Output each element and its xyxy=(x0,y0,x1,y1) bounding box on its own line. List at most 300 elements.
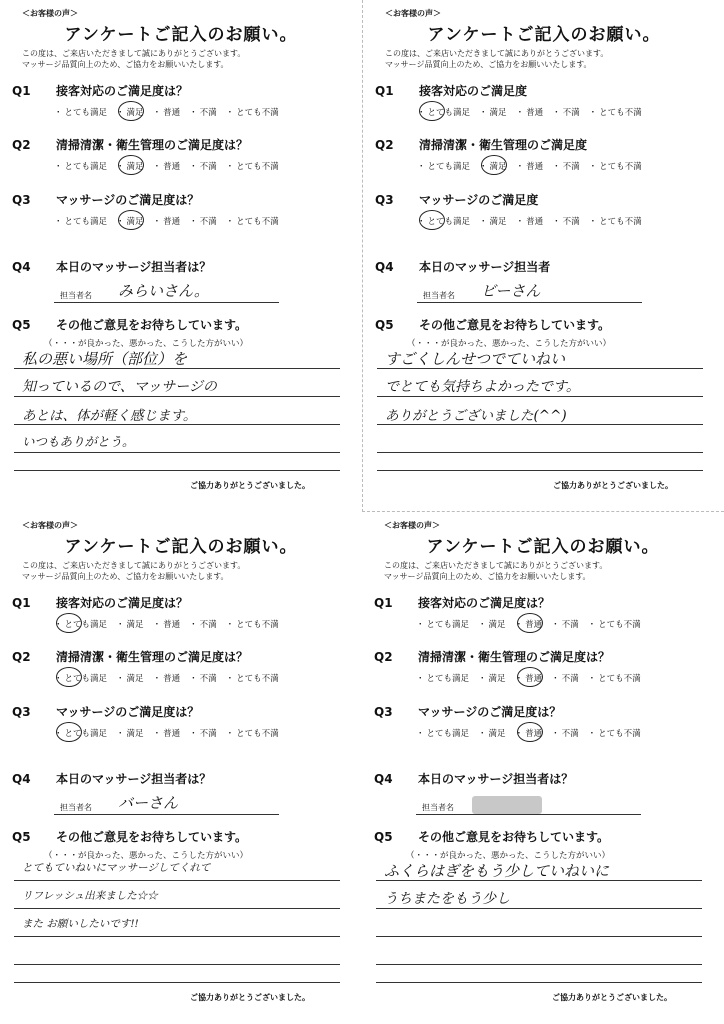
rating-option[interactable] xyxy=(416,727,469,739)
rating-option[interactable] xyxy=(54,618,107,630)
question-number: Q5 xyxy=(375,318,394,332)
rating-option[interactable] xyxy=(189,727,217,739)
comment-line xyxy=(376,908,702,909)
bullet-icon: ・ xyxy=(152,674,162,684)
rating-option-label: 不満 xyxy=(199,162,217,172)
bullet-icon: ・ xyxy=(417,162,426,172)
bullet-icon: ・ xyxy=(189,217,198,227)
rating-option-label: 満足 xyxy=(126,674,144,684)
rating-option[interactable] xyxy=(588,672,641,684)
rating-option[interactable] xyxy=(153,727,181,739)
rating-option[interactable] xyxy=(516,106,544,118)
rating-option[interactable] xyxy=(417,106,470,118)
rating-option[interactable] xyxy=(226,215,279,227)
rating-option-label: 不満 xyxy=(199,729,217,739)
bullet-icon: ・ xyxy=(225,729,235,739)
rating-option-label: 普通 xyxy=(525,674,543,684)
rating-option-label: とても不満 xyxy=(236,108,279,118)
question-number: Q4 xyxy=(12,260,31,274)
survey-title: アンケートご記入のお願い。 xyxy=(426,537,660,557)
rating-option[interactable] xyxy=(153,160,181,172)
rating-option[interactable] xyxy=(478,672,506,684)
rating-option[interactable] xyxy=(116,672,144,684)
rating-option-label: とても満足 xyxy=(64,162,108,172)
question-3 xyxy=(375,191,538,208)
question-number: Q3 xyxy=(12,193,31,207)
customer-voice-label: ＜お客様の声＞ xyxy=(22,521,78,530)
bullet-icon: ・ xyxy=(417,217,426,227)
bullet-icon: ・ xyxy=(189,729,198,739)
rating-option[interactable] xyxy=(588,727,641,739)
question-number: Q2 xyxy=(374,650,393,664)
rating-option[interactable] xyxy=(116,618,144,630)
handwritten-comment: ありがとうございました(^^) xyxy=(385,408,567,424)
bullet-icon: ・ xyxy=(479,108,488,118)
bullet-icon: ・ xyxy=(116,729,125,739)
rating-option[interactable] xyxy=(116,727,144,739)
question-number: Q5 xyxy=(374,830,393,844)
rating-option[interactable] xyxy=(479,160,507,172)
bullet-icon: ・ xyxy=(225,674,235,684)
question-number: Q5 xyxy=(12,318,31,332)
rating-option-label: 普通 xyxy=(163,729,181,739)
question-number: Q2 xyxy=(12,138,31,152)
staff-name-label: 担当者名 xyxy=(60,803,92,812)
rating-option[interactable] xyxy=(153,618,181,630)
bullet-icon: ・ xyxy=(478,674,487,684)
bullet-icon: ・ xyxy=(189,162,198,172)
question-2 xyxy=(374,648,610,665)
thanks-message: ご協力ありがとうございました。 xyxy=(190,993,310,1002)
customer-voice-label: ＜お客様の声＞ xyxy=(22,9,78,18)
staff-name-field[interactable] xyxy=(54,282,279,303)
survey-title: アンケートご記入のお願い。 xyxy=(427,25,661,45)
rating-option[interactable] xyxy=(551,618,579,630)
question-2 xyxy=(12,136,248,153)
question-text: 本日のマッサージ担当者 xyxy=(419,260,551,274)
question-3 xyxy=(374,703,561,720)
rating-options-q3 xyxy=(54,727,288,739)
rating-option-label: 普通 xyxy=(163,162,181,172)
rating-option-label: とても不満 xyxy=(599,108,642,118)
question-text: 接客対応のご満足度は？ xyxy=(56,596,189,610)
bullet-icon: ・ xyxy=(189,674,198,684)
rating-option[interactable] xyxy=(516,160,544,172)
rating-option[interactable] xyxy=(416,672,469,684)
bullet-icon: ・ xyxy=(515,217,525,227)
rating-options-q3 xyxy=(54,215,288,227)
question-5 xyxy=(12,316,247,333)
handwritten-comment: とてもていねいにマッサージしてくれて xyxy=(22,862,211,874)
rating-option-label: とても満足 xyxy=(64,674,108,684)
question-text: 清掃清潔・衛生管理のご満足度 xyxy=(419,138,588,152)
handwritten-comment: でとても気持ちよかったです。 xyxy=(385,379,580,395)
rating-option-label: とても不満 xyxy=(236,620,279,630)
rating-option-label: とても不満 xyxy=(236,729,279,739)
survey-intro xyxy=(385,48,608,70)
intro-line-2: マッサージ品質向上のため、ご協力をお願いいたします。 xyxy=(385,60,592,69)
comment-line xyxy=(14,936,340,937)
staff-name-handwritten: ビーさん xyxy=(481,282,541,300)
survey-intro xyxy=(22,48,245,70)
question-text: マッサージのご満足度は？ xyxy=(56,705,200,719)
question-4 xyxy=(374,770,573,787)
rating-option-label: 満足 xyxy=(126,217,144,227)
bullet-icon: ・ xyxy=(588,217,598,227)
question-number: Q5 xyxy=(12,830,31,844)
rating-option-label: 満足 xyxy=(126,729,144,739)
rating-option[interactable] xyxy=(589,160,642,172)
thanks-message: ご協力ありがとうございました。 xyxy=(552,993,672,1002)
question-number: Q3 xyxy=(375,193,394,207)
bullet-icon: ・ xyxy=(416,674,425,684)
bullet-icon: ・ xyxy=(116,620,125,630)
rating-option-label: 不満 xyxy=(561,729,579,739)
survey-intro xyxy=(22,560,245,582)
rating-option-label: 満足 xyxy=(126,162,144,172)
question-5-hint: （・・・が良かった、悪かった、こうした方がいい） xyxy=(44,339,249,349)
question-number: Q1 xyxy=(374,596,393,610)
rating-option[interactable] xyxy=(516,215,544,227)
bullet-icon: ・ xyxy=(478,620,487,630)
question-number: Q2 xyxy=(375,138,394,152)
rating-options-q2 xyxy=(417,160,651,172)
question-number: Q1 xyxy=(375,84,394,98)
bullet-icon: ・ xyxy=(551,674,560,684)
bullet-icon: ・ xyxy=(54,620,63,630)
rating-option-label: 満足 xyxy=(488,620,506,630)
survey-title: アンケートご記入のお願い。 xyxy=(64,25,298,45)
survey-sheet-bottom-right xyxy=(362,512,724,1024)
rating-option-label: 満足 xyxy=(488,674,506,684)
question-4 xyxy=(375,258,550,275)
comment-line xyxy=(14,470,340,471)
rating-option[interactable] xyxy=(116,160,144,172)
comment-line xyxy=(14,424,340,425)
rating-option[interactable] xyxy=(189,106,217,118)
bullet-icon: ・ xyxy=(152,162,162,172)
bullet-icon: ・ xyxy=(416,620,425,630)
survey-sheet-bottom-left xyxy=(0,512,362,1024)
rating-option-label: とても不満 xyxy=(599,217,642,227)
rating-option[interactable] xyxy=(153,672,181,684)
rating-option[interactable] xyxy=(226,618,279,630)
handwritten-comment: いつもありがとう。 xyxy=(22,434,135,449)
bullet-icon: ・ xyxy=(225,620,235,630)
bullet-icon: ・ xyxy=(588,108,598,118)
bullet-icon: ・ xyxy=(116,108,125,118)
rating-option-label: とても不満 xyxy=(599,162,642,172)
question-5 xyxy=(374,828,609,845)
rating-option-label: 不満 xyxy=(199,108,217,118)
rating-option-label: とても満足 xyxy=(426,620,470,630)
rating-option-label: 普通 xyxy=(526,108,544,118)
rating-option-label: 不満 xyxy=(199,217,217,227)
rating-options-q2 xyxy=(54,672,288,684)
bullet-icon: ・ xyxy=(479,162,488,172)
rating-option[interactable] xyxy=(226,160,279,172)
rating-option-label: 満足 xyxy=(488,729,506,739)
comment-line xyxy=(377,452,703,453)
rating-option[interactable] xyxy=(552,215,580,227)
question-text: その他ご意見をお待ちしています。 xyxy=(56,830,248,844)
rating-option-label: とても満足 xyxy=(64,217,108,227)
rating-option-label: 普通 xyxy=(163,217,181,227)
rating-option[interactable] xyxy=(189,618,217,630)
bullet-icon: ・ xyxy=(515,162,525,172)
rating-options-q2 xyxy=(416,672,650,684)
rating-option[interactable] xyxy=(226,672,279,684)
question-number: Q2 xyxy=(12,650,31,664)
question-text: マッサージのご満足度は？ xyxy=(418,705,562,719)
rating-option[interactable] xyxy=(189,160,217,172)
question-text: 清掃清潔・衛生管理のご満足度は？ xyxy=(56,650,249,664)
bullet-icon: ・ xyxy=(551,620,560,630)
bullet-icon: ・ xyxy=(152,108,162,118)
handwritten-comment: あとは、体が軽く感じます。 xyxy=(22,408,197,424)
question-text: マッサージのご満足度は？ xyxy=(56,193,200,207)
customer-voice-label: ＜お客様の声＞ xyxy=(385,9,441,18)
rating-option[interactable] xyxy=(589,215,642,227)
question-number: Q4 xyxy=(374,772,393,786)
rating-option-label: 不満 xyxy=(199,620,217,630)
bullet-icon: ・ xyxy=(588,162,598,172)
bullet-icon: ・ xyxy=(225,108,235,118)
rating-option-label: 満足 xyxy=(489,162,507,172)
bullet-icon: ・ xyxy=(225,217,235,227)
bullet-icon: ・ xyxy=(551,729,560,739)
staff-name-label: 担当者名 xyxy=(423,291,455,300)
rating-options-q1 xyxy=(417,106,651,118)
intro-line-2: マッサージ品質向上のため、ご協力をお願いいたします。 xyxy=(22,572,229,581)
rating-option-label: とても満足 xyxy=(427,162,471,172)
question-3 xyxy=(12,703,199,720)
rating-option-label: 不満 xyxy=(562,108,580,118)
question-4 xyxy=(12,258,211,275)
rating-option[interactable] xyxy=(515,672,543,684)
question-text: 本日のマッサージ担当者は？ xyxy=(56,260,212,274)
intro-line-1: この度は、ご来店いただきまして誠にありがとうございます。 xyxy=(22,561,246,570)
question-text: その他ご意見をお待ちしています。 xyxy=(418,830,610,844)
question-4 xyxy=(12,770,211,787)
question-text: 接客対応のご満足度 xyxy=(419,84,528,98)
question-text: 本日のマッサージ担当者は？ xyxy=(56,772,212,786)
bullet-icon: ・ xyxy=(54,162,63,172)
intro-line-1: この度は、ご来店いただきまして誠にありがとうございます。 xyxy=(22,49,246,58)
rating-option-label: とても満足 xyxy=(426,674,470,684)
rating-option-label: とても満足 xyxy=(427,108,471,118)
handwritten-comment: ふくらはぎをもう少していねいに xyxy=(384,862,610,880)
rating-option[interactable] xyxy=(478,618,506,630)
bullet-icon: ・ xyxy=(152,729,162,739)
intro-line-2: マッサージ品質向上のため、ご協力をお願いいたします。 xyxy=(384,572,591,581)
rating-option-label: 満足 xyxy=(126,620,144,630)
bullet-icon: ・ xyxy=(54,729,63,739)
rating-option-label: 普通 xyxy=(526,217,544,227)
rating-option-label: とても不満 xyxy=(598,674,641,684)
bullet-icon: ・ xyxy=(515,108,525,118)
question-1 xyxy=(12,594,188,611)
rating-option[interactable] xyxy=(226,106,279,118)
bullet-icon: ・ xyxy=(54,108,63,118)
comment-line xyxy=(14,396,340,397)
staff-name-redaction xyxy=(472,796,542,814)
handwritten-comment: 私の悪い場所（部位）を xyxy=(22,350,188,368)
staff-name-label: 担当者名 xyxy=(422,803,454,812)
rating-options-q1 xyxy=(416,618,650,630)
staff-name-field[interactable] xyxy=(417,282,642,303)
question-1 xyxy=(12,82,188,99)
question-text: 本日のマッサージ担当者は？ xyxy=(418,772,574,786)
rating-option-label: 不満 xyxy=(562,162,580,172)
question-text: マッサージのご満足度 xyxy=(419,193,539,207)
staff-name-handwritten: バーさん xyxy=(118,794,179,812)
rating-option-label: 満足 xyxy=(489,217,507,227)
survey-sheet-top-left xyxy=(0,0,362,512)
rating-options-q2 xyxy=(54,160,288,172)
handwritten-comment: また お願いしたいです!! xyxy=(22,918,139,930)
question-5 xyxy=(12,828,247,845)
bullet-icon: ・ xyxy=(416,729,425,739)
rating-option[interactable] xyxy=(515,618,543,630)
rating-option[interactable] xyxy=(54,160,107,172)
intro-line-1: この度は、ご来店いただきまして誠にありがとうございます。 xyxy=(384,561,608,570)
staff-name-field[interactable] xyxy=(416,794,641,815)
question-number: Q3 xyxy=(12,705,31,719)
rating-option[interactable] xyxy=(478,727,506,739)
rating-options-q3 xyxy=(417,215,651,227)
bullet-icon: ・ xyxy=(587,729,597,739)
rating-option-label: 満足 xyxy=(126,108,144,118)
question-text: その他ご意見をお待ちしています。 xyxy=(56,318,248,332)
question-1 xyxy=(375,82,527,99)
rating-option-label: とても不満 xyxy=(598,620,641,630)
bullet-icon: ・ xyxy=(189,620,198,630)
rating-options-q3 xyxy=(416,727,650,739)
rating-option-label: とても満足 xyxy=(64,729,108,739)
survey-intro xyxy=(384,560,607,582)
handwritten-comment: リフレッシュ出来ました☆☆ xyxy=(22,890,158,902)
rating-option[interactable] xyxy=(153,106,181,118)
rating-option[interactable] xyxy=(417,215,470,227)
question-text: 清掃清潔・衛生管理のご満足度は？ xyxy=(56,138,249,152)
question-text: その他ご意見をお待ちしています。 xyxy=(419,318,611,332)
bullet-icon: ・ xyxy=(514,620,524,630)
question-5-hint: （・・・が良かった、悪かった、こうした方がいい） xyxy=(407,339,612,349)
rating-option[interactable] xyxy=(417,160,470,172)
rating-options-q1 xyxy=(54,106,288,118)
thanks-message: ご協力ありがとうございました。 xyxy=(190,481,310,490)
rating-option[interactable] xyxy=(588,618,641,630)
rating-option-label: とても満足 xyxy=(64,108,108,118)
rating-option[interactable] xyxy=(551,727,579,739)
rating-option[interactable] xyxy=(552,160,580,172)
question-5-hint: （・・・が良かった、悪かった、こうした方がいい） xyxy=(44,851,249,861)
bullet-icon: ・ xyxy=(54,217,63,227)
rating-option[interactable] xyxy=(54,215,107,227)
rating-option[interactable] xyxy=(416,618,469,630)
question-text: 清掃清潔・衛生管理のご満足度は？ xyxy=(418,650,611,664)
question-2 xyxy=(375,136,587,153)
rating-option[interactable] xyxy=(589,106,642,118)
comment-line xyxy=(14,964,340,965)
rating-option[interactable] xyxy=(54,727,107,739)
rating-option-label: とても不満 xyxy=(236,674,279,684)
rating-option-label: 普通 xyxy=(525,729,543,739)
comment-line xyxy=(376,936,702,937)
handwritten-comment: 知っているので、マッサージの xyxy=(22,379,217,395)
rating-option[interactable] xyxy=(116,106,144,118)
rating-option[interactable] xyxy=(551,672,579,684)
question-text: 接客対応のご満足度は？ xyxy=(418,596,551,610)
rating-option-label: 不満 xyxy=(199,674,217,684)
bullet-icon: ・ xyxy=(189,108,198,118)
rating-option[interactable] xyxy=(552,106,580,118)
bullet-icon: ・ xyxy=(152,217,162,227)
rating-option[interactable] xyxy=(479,106,507,118)
rating-options-q1 xyxy=(54,618,288,630)
comment-line xyxy=(14,982,340,983)
comment-line xyxy=(376,982,702,983)
bullet-icon: ・ xyxy=(552,217,561,227)
rating-option[interactable] xyxy=(189,672,217,684)
rating-option[interactable] xyxy=(54,106,107,118)
rating-option-label: 不満 xyxy=(561,620,579,630)
comment-line xyxy=(377,424,703,425)
rating-option[interactable] xyxy=(515,727,543,739)
survey-sheet-top-right xyxy=(362,0,724,512)
question-5-hint: （・・・が良かった、悪かった、こうした方がいい） xyxy=(406,851,611,861)
bullet-icon: ・ xyxy=(417,108,426,118)
staff-name-field[interactable] xyxy=(54,794,279,815)
rating-option-label: とても満足 xyxy=(427,217,471,227)
rating-option[interactable] xyxy=(54,672,107,684)
question-5 xyxy=(375,316,610,333)
survey-title: アンケートご記入のお願い。 xyxy=(64,537,298,557)
bullet-icon: ・ xyxy=(514,729,524,739)
question-number: Q1 xyxy=(12,84,31,98)
rating-option-label: とても不満 xyxy=(598,729,641,739)
bullet-icon: ・ xyxy=(514,674,524,684)
rating-option[interactable] xyxy=(479,215,507,227)
question-text: 接客対応のご満足度は？ xyxy=(56,84,189,98)
comment-line xyxy=(14,452,340,453)
rating-option[interactable] xyxy=(189,215,217,227)
bullet-icon: ・ xyxy=(225,162,235,172)
rating-option-label: 普通 xyxy=(163,620,181,630)
bullet-icon: ・ xyxy=(479,217,488,227)
rating-option-label: 不満 xyxy=(561,674,579,684)
staff-name-handwritten: みらいさん。 xyxy=(118,282,209,300)
handwritten-comment: すごくしんせつでていねい xyxy=(385,350,566,368)
rating-option-label: 普通 xyxy=(526,162,544,172)
rating-option-label: 普通 xyxy=(525,620,543,630)
bullet-icon: ・ xyxy=(54,674,63,684)
question-2 xyxy=(12,648,248,665)
rating-option[interactable] xyxy=(153,215,181,227)
rating-option-label: 不満 xyxy=(562,217,580,227)
comment-line xyxy=(377,470,703,471)
rating-option-label: とても満足 xyxy=(64,620,108,630)
comment-line xyxy=(14,908,340,909)
rating-option[interactable] xyxy=(116,215,144,227)
rating-option-label: 普通 xyxy=(163,674,181,684)
question-number: Q4 xyxy=(12,772,31,786)
rating-option-label: とても不満 xyxy=(236,162,279,172)
bullet-icon: ・ xyxy=(587,674,597,684)
thanks-message: ご協力ありがとうございました。 xyxy=(553,481,673,490)
rating-option[interactable] xyxy=(226,727,279,739)
